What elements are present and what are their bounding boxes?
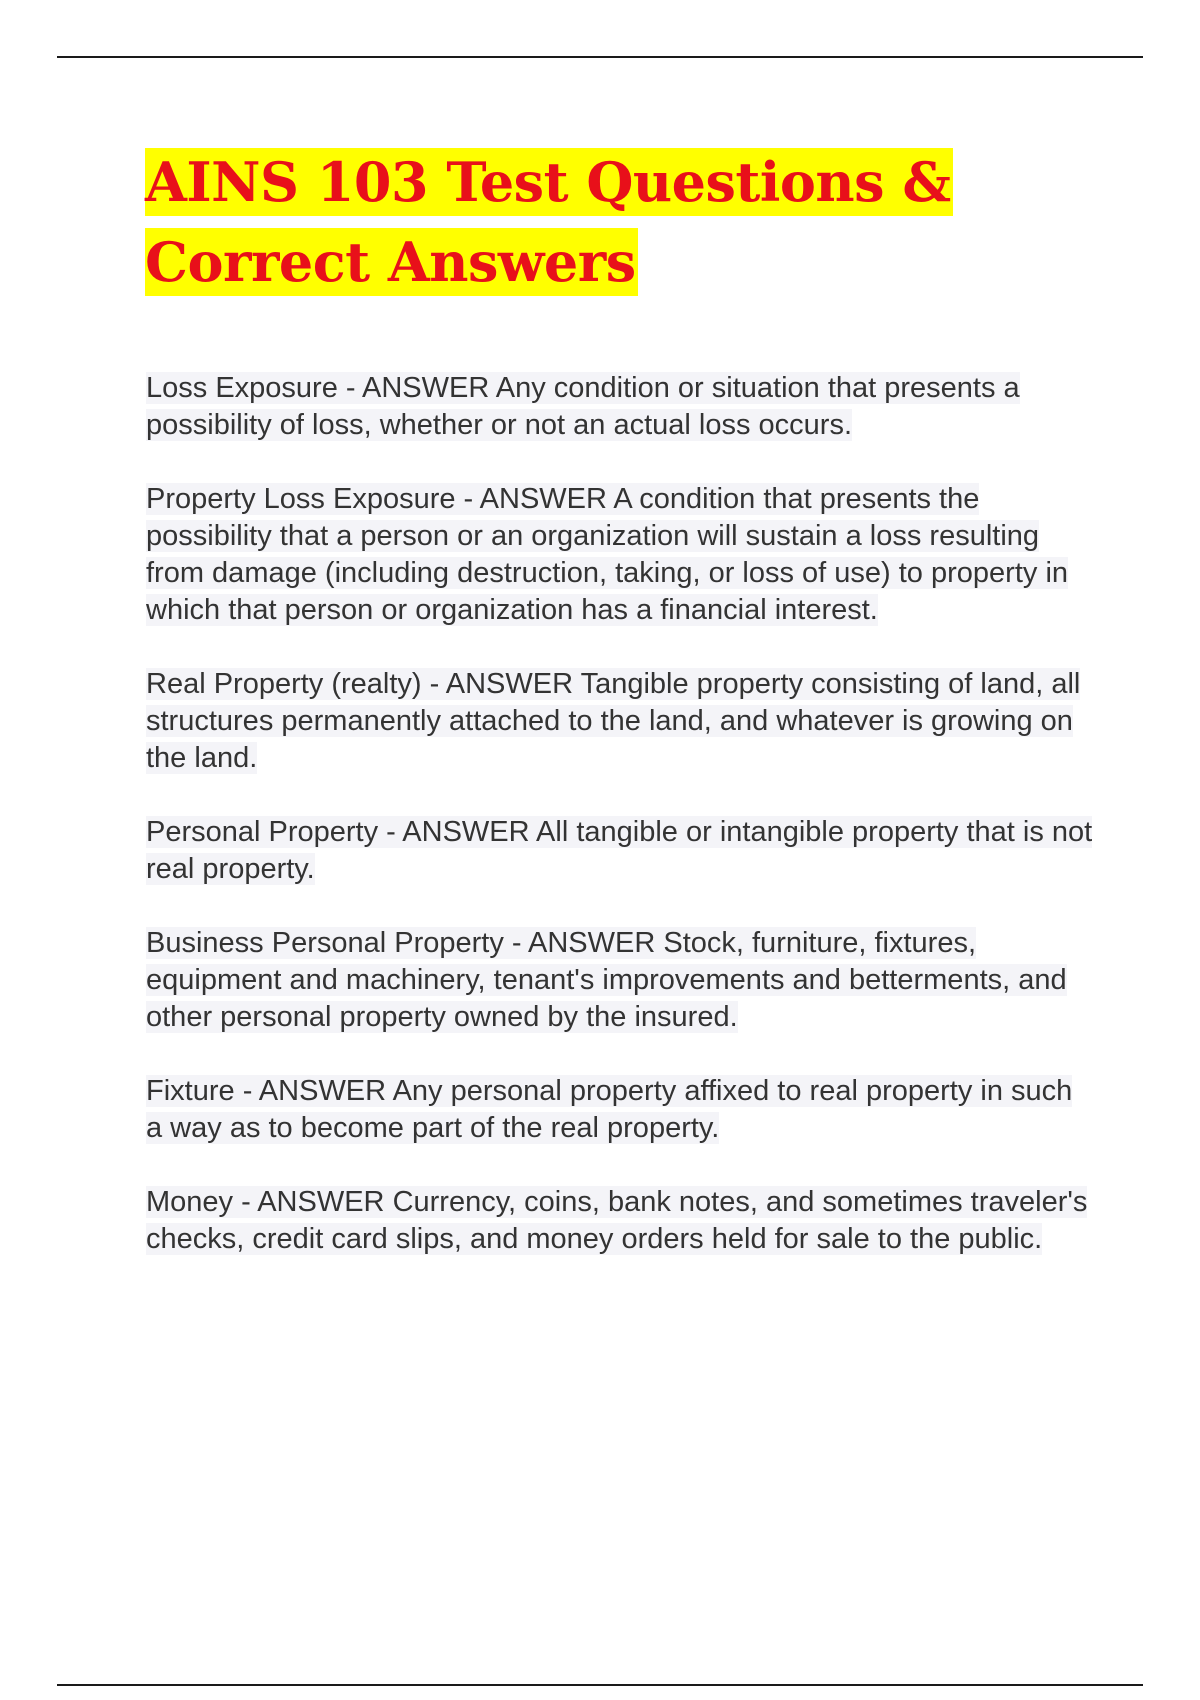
qa-separator: - ANSWER — [503, 927, 664, 959]
qa-definition: Any personal property affixed to real property in such a way as to become part of the real property. — [146, 1075, 1073, 1144]
title-line-2: Correct Answers — [145, 230, 636, 294]
qa-term: Fixture — [146, 1075, 235, 1107]
qa-definition: Any condition or situation that presents a possibility of loss, whether or not an actual loss occurs. — [146, 372, 1020, 441]
title-line-1: AINS 103 Test Questions & — [145, 150, 951, 214]
top-rule — [57, 56, 1143, 58]
qa-entry — [146, 1073, 1096, 1147]
qa-term: Property Loss Exposure — [146, 483, 456, 515]
qa-entry — [146, 814, 1096, 888]
bottom-rule — [57, 1684, 1143, 1686]
qa-separator: - ANSWER — [378, 816, 537, 848]
qa-definition: A condition that presents the possibility that a person or an organization will sustain a loss resulting from damage (including destruction, taking, or loss of use) to property in which that person or organization has a financial interest. — [146, 483, 1069, 626]
qa-entry — [146, 666, 1096, 777]
qa-entry — [146, 1184, 1096, 1258]
qa-separator: - ANSWER — [421, 668, 581, 700]
qa-list — [146, 370, 1096, 1295]
qa-entry — [146, 481, 1096, 629]
qa-term: Money — [146, 1186, 234, 1218]
qa-definition: Stock, furniture, fixtures, equipment and machinery, tenant's improvements and betterments, and other personal property owned by the insured. — [146, 927, 1067, 1033]
qa-separator: - ANSWER — [337, 372, 496, 404]
qa-term: Business Personal Property — [146, 927, 504, 959]
qa-term: Personal Property — [146, 816, 379, 848]
qa-entry — [146, 370, 1096, 444]
qa-term: Real Property (realty) — [146, 668, 422, 700]
qa-separator: - ANSWER — [233, 1186, 393, 1218]
document-title — [145, 142, 953, 302]
qa-definition: Tangible property consisting of land, all structures permanently attached to the land, and whatever is growing on the land. — [146, 668, 1081, 774]
qa-definition: All tangible or intangible property that is not real property. — [146, 816, 1093, 885]
qa-term: Loss Exposure — [146, 372, 338, 404]
qa-separator: - ANSWER — [455, 483, 614, 515]
qa-definition: Currency, coins, bank notes, and sometimes traveler's checks, credit card slips, and money orders held for sale to the public. — [146, 1186, 1088, 1255]
qa-separator: - ANSWER — [234, 1075, 393, 1107]
qa-entry — [146, 925, 1096, 1036]
